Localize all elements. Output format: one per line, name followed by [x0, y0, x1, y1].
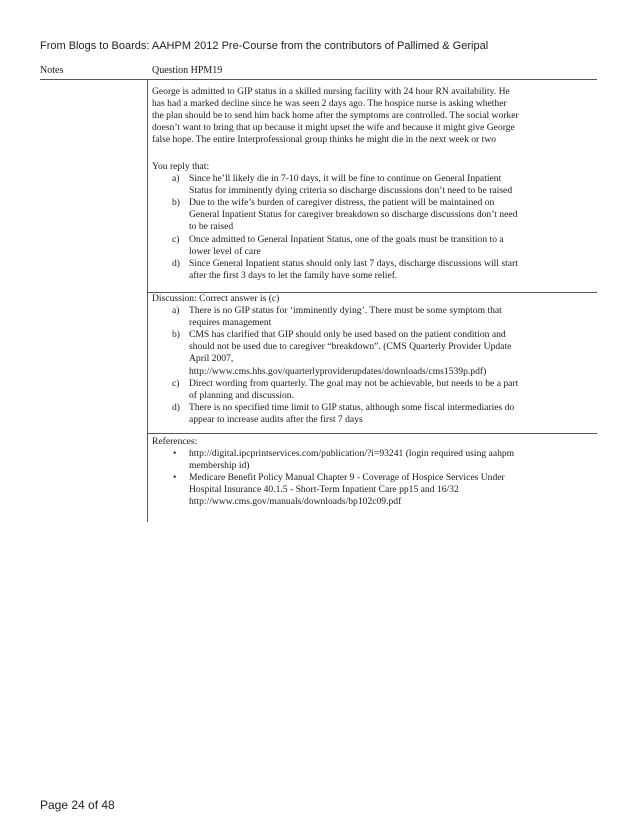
references-label: References:: [152, 436, 198, 447]
reference-item: [152, 472, 597, 508]
discussion-line: should not be used due to caregiver “breakdown”. (CMS Quarterly Provider Update: [189, 341, 512, 353]
option-marker: b): [172, 197, 180, 209]
references-divider: [148, 433, 597, 434]
question-title: Question HPM19: [152, 65, 223, 76]
bullet-icon: •: [173, 448, 177, 460]
discussion-marker: a): [172, 305, 180, 317]
answer-option-b: [152, 197, 597, 233]
option-line: Once admitted to General Inpatient Status, one of the goals must be transition to a: [189, 233, 504, 245]
reference-line: Hospital Insurance 40.1.5 - Short-Term Inpatient Care pp15 and 16/32: [189, 484, 459, 496]
notes-column-divider: [147, 79, 148, 522]
discussion-block: [152, 293, 597, 426]
question-stem: [152, 86, 597, 146]
discussion-line: http://www.cms.hhs.gov/quarterlyproviderupdates/downloads/cms1539p.pdf): [189, 365, 487, 377]
bullet-icon: •: [173, 472, 177, 484]
discussion-items: [152, 305, 597, 426]
answer-option-a: [152, 173, 597, 197]
option-line: Due to the wife’s burden of caregiver distress, the patient will be maintained on: [189, 197, 495, 209]
discussion-line: April 2007,: [189, 353, 234, 365]
discussion-marker: d): [172, 401, 180, 413]
references-list: [152, 448, 597, 508]
reference-line: Medicare Benefit Policy Manual Chapter 9 - Coverage of Hospice Services Under: [189, 472, 505, 484]
option-line: Since General Inpatient status should only last 7 days, discharge discussions will start: [189, 257, 518, 269]
discussion-item-b: [152, 329, 597, 377]
stem-line: has had a marked decline since he was seen 2 days ago. The hospice nurse is asking whether: [152, 98, 507, 110]
discussion-line: Direct wording from quarterly. The goal may not be achievable, but needs to be a part: [189, 377, 519, 389]
option-line: Since he’ll likely die in 7-10 days, it will be fine to continue on General Inpatient: [189, 173, 502, 185]
answer-option-d: [152, 258, 597, 282]
stem-line: doesn’t want to bring that up because it might upset the wife and because it might give George: [152, 122, 515, 134]
stem-line: George is admitted to GIP status in a skilled nursing facility with 24 hour RN availability. He: [152, 86, 510, 97]
answer-option-c: [152, 234, 597, 258]
reference-item: [152, 448, 597, 472]
reference-line: membership id): [189, 460, 250, 472]
discussion-item-a: [152, 305, 597, 329]
reply-label: You reply that:: [152, 161, 210, 172]
discussion-line: requires management: [189, 317, 272, 329]
answer-options: [152, 173, 597, 282]
discussion-item-d: [152, 402, 597, 426]
option-line: after the first 3 days to let the family have some relief.: [189, 269, 398, 281]
option-marker: c): [172, 233, 180, 245]
option-line: General Inpatient Status for caregiver breakdown so discharge discussions don’t need: [189, 209, 518, 221]
reference-line: http://digital.ipcprintservices.com/publication/?i=93241 (login required using aahpm: [189, 448, 515, 460]
option-marker: a): [172, 173, 180, 185]
stem-line: the plan should be to send him back home after the symptoms are controlled. The social worker: [152, 110, 519, 122]
reference-line: http://www.cms.gov/manuals/downloads/bp102c09.pdf: [189, 496, 402, 508]
option-line: lower level of care: [189, 245, 261, 257]
stem-line: false hope. The entire Interprofessional group thinks he might die in the next week or two: [152, 134, 497, 146]
discussion-label: Discussion: Correct answer is (c): [152, 293, 280, 304]
discussion-line: appear to increase audits after the first 7 days: [189, 413, 363, 425]
discussion-line: There is no specified time limit to GIP status, although some fiscal intermediaries do: [189, 401, 515, 413]
option-line: Status for imminently dying criteria so discharge discussions don’t need to be raised: [189, 185, 513, 197]
discussion-line: There is no GIP status for ‘imminently dying’. There must be some symptom that: [189, 305, 502, 317]
answer-options-block: [152, 161, 597, 282]
references-block: [152, 436, 597, 509]
discussion-item-c: [152, 378, 597, 402]
option-line: to be raised: [189, 221, 234, 233]
page-number: Page 24 of 48: [40, 798, 115, 812]
discussion-line: of planning and discussion.: [189, 389, 294, 401]
page-header: From Blogs to Boards: AAHPM 2012 Pre-Course from the contributors of Pallimed & Geripal: [40, 40, 489, 52]
header-divider: [40, 79, 597, 80]
discussion-line: CMS has clarified that GIP should only be used based on the patient condition and: [189, 329, 506, 341]
discussion-marker: c): [172, 377, 180, 389]
notes-column-label: Notes: [40, 65, 64, 76]
discussion-marker: b): [172, 329, 180, 341]
option-marker: d): [172, 257, 180, 269]
